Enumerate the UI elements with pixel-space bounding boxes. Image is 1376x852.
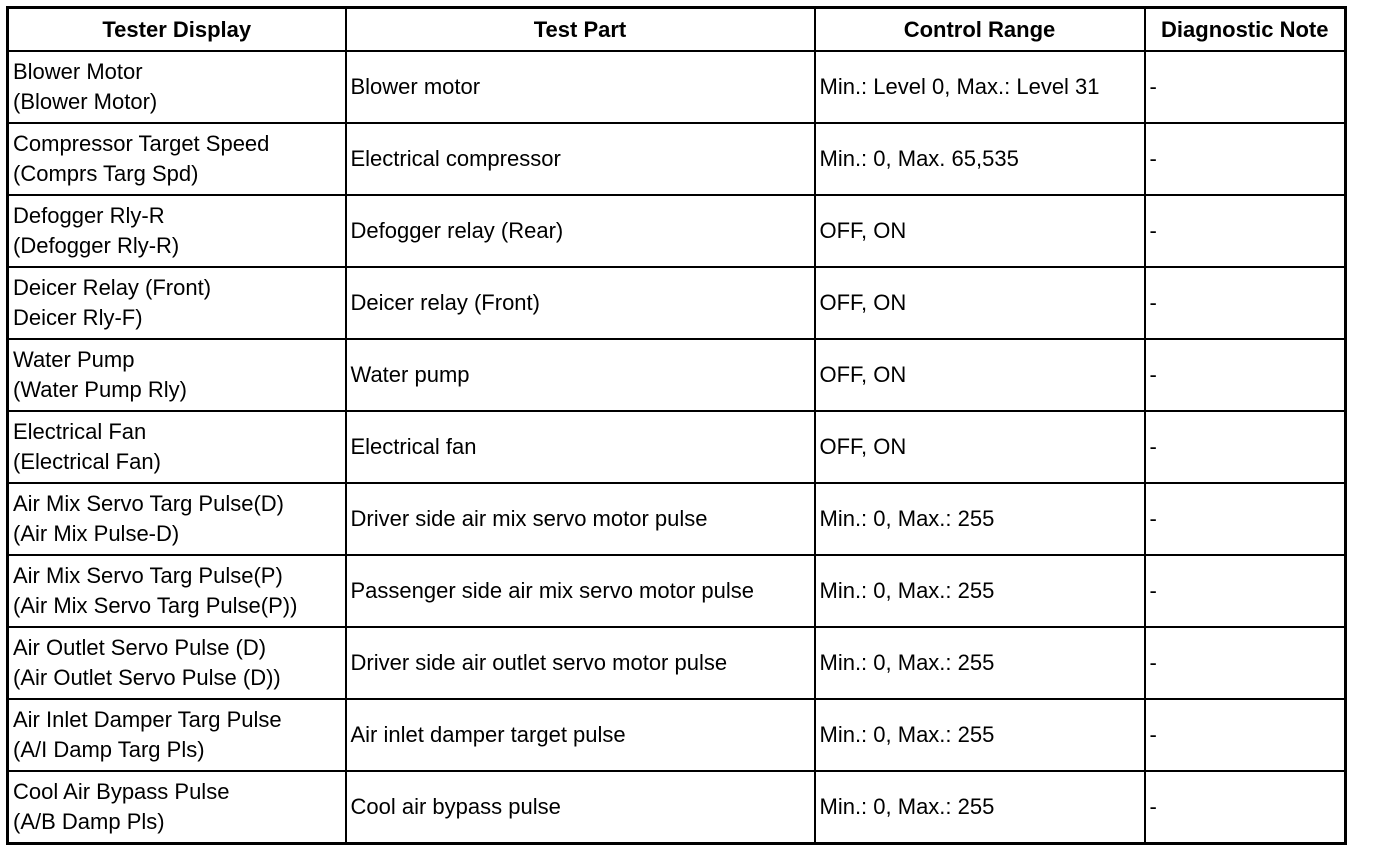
- table-row: [8, 555, 1346, 627]
- table-row: [8, 195, 1346, 267]
- tester-display-cell: [8, 339, 346, 411]
- tester-display-abbreviation: (Water Pump Rly): [13, 377, 187, 402]
- column-header-test-part: Test Part: [346, 8, 815, 52]
- diagnostic-note-cell: -: [1145, 411, 1346, 483]
- table-row: [8, 483, 1346, 555]
- diagnostic-note-cell: -: [1145, 339, 1346, 411]
- test-part-cell: Deicer relay (Front): [346, 267, 815, 339]
- tester-display-cell: [8, 699, 346, 771]
- test-part-cell: Electrical compressor: [346, 123, 815, 195]
- control-range-cell: Min.: 0, Max.: 255: [815, 771, 1145, 844]
- tester-display-name: Compressor Target Speed: [13, 131, 270, 156]
- tester-display-cell: [8, 195, 346, 267]
- tester-display-name: Water Pump: [13, 347, 135, 372]
- tester-display-cell: [8, 771, 346, 844]
- table-row: [8, 771, 1346, 844]
- table-row: [8, 51, 1346, 123]
- tester-display-abbreviation: (Air Outlet Servo Pulse (D)): [13, 665, 281, 690]
- tester-display-cell: [8, 411, 346, 483]
- tester-display-name: Air Inlet Damper Targ Pulse: [13, 707, 282, 732]
- test-part-cell: Cool air bypass pulse: [346, 771, 815, 844]
- diagnostic-note-cell: -: [1145, 51, 1346, 123]
- control-range-cell: Min.: 0, Max.: 255: [815, 627, 1145, 699]
- tester-display-name: Cool Air Bypass Pulse: [13, 779, 230, 804]
- table-header-row: [8, 8, 1346, 52]
- diagnostic-note-cell: -: [1145, 483, 1346, 555]
- tester-display-cell: [8, 267, 346, 339]
- tester-display-abbreviation: (A/I Damp Targ Pls): [13, 737, 205, 762]
- column-header-diagnostic-note: Diagnostic Note: [1145, 8, 1346, 52]
- test-part-cell: Driver side air outlet servo motor pulse: [346, 627, 815, 699]
- control-range-cell: OFF, ON: [815, 195, 1145, 267]
- test-part-cell: Defogger relay (Rear): [346, 195, 815, 267]
- diagnostic-note-cell: -: [1145, 699, 1346, 771]
- diagnostic-note-cell: -: [1145, 627, 1346, 699]
- table-body: [8, 51, 1346, 844]
- tester-display-abbreviation: (A/B Damp Pls): [13, 809, 165, 834]
- table-row: [8, 339, 1346, 411]
- column-header-control-range: Control Range: [815, 8, 1145, 52]
- table-row: [8, 123, 1346, 195]
- tester-display-abbreviation: Deicer Rly-F): [13, 305, 143, 330]
- control-range-cell: OFF, ON: [815, 339, 1145, 411]
- tester-display-abbreviation: (Electrical Fan): [13, 449, 161, 474]
- diagnostic-note-cell: -: [1145, 267, 1346, 339]
- control-range-cell: OFF, ON: [815, 267, 1145, 339]
- tester-display-abbreviation: (Comprs Targ Spd): [13, 161, 199, 186]
- diagnostic-note-cell: -: [1145, 123, 1346, 195]
- tester-display-cell: [8, 123, 346, 195]
- tester-display-cell: [8, 555, 346, 627]
- control-range-cell: OFF, ON: [815, 411, 1145, 483]
- tester-display-name: Electrical Fan: [13, 419, 147, 444]
- test-part-cell: Air inlet damper target pulse: [346, 699, 815, 771]
- table-row: [8, 267, 1346, 339]
- test-part-cell: Passenger side air mix servo motor pulse: [346, 555, 815, 627]
- tester-display-name: Blower Motor: [13, 59, 143, 84]
- actuation-test-table: [6, 6, 1347, 845]
- control-range-cell: Min.: 0, Max.: 255: [815, 483, 1145, 555]
- control-range-cell: Min.: Level 0, Max.: Level 31: [815, 51, 1145, 123]
- tester-display-cell: [8, 627, 346, 699]
- test-part-cell: Blower motor: [346, 51, 815, 123]
- tester-display-cell: [8, 51, 346, 123]
- tester-display-abbreviation: (Air Mix Pulse-D): [13, 521, 180, 546]
- test-part-cell: Water pump: [346, 339, 815, 411]
- column-header-tester-display: Tester Display: [8, 8, 346, 52]
- control-range-cell: Min.: 0, Max.: 255: [815, 699, 1145, 771]
- table-row: [8, 627, 1346, 699]
- tester-display-abbreviation: (Blower Motor): [13, 89, 158, 114]
- diagnostic-note-cell: -: [1145, 195, 1346, 267]
- test-part-cell: Driver side air mix servo motor pulse: [346, 483, 815, 555]
- table-row: [8, 699, 1346, 771]
- control-range-cell: Min.: 0, Max.: 255: [815, 555, 1145, 627]
- tester-display-name: Air Mix Servo Targ Pulse(P): [13, 563, 283, 588]
- diagnostic-note-cell: -: [1145, 555, 1346, 627]
- test-part-cell: Electrical fan: [346, 411, 815, 483]
- diagnostic-note-cell: -: [1145, 771, 1346, 844]
- tester-display-name: Air Outlet Servo Pulse (D): [13, 635, 267, 660]
- tester-display-cell: [8, 483, 346, 555]
- tester-display-name: Air Mix Servo Targ Pulse(D): [13, 491, 284, 516]
- tester-display-abbreviation: (Air Mix Servo Targ Pulse(P)): [13, 593, 298, 618]
- table-row: [8, 411, 1346, 483]
- tester-display-name: Defogger Rly-R: [13, 203, 165, 228]
- control-range-cell: Min.: 0, Max. 65,535: [815, 123, 1145, 195]
- tester-display-name: Deicer Relay (Front): [13, 275, 212, 300]
- tester-display-abbreviation: (Defogger Rly-R): [13, 233, 180, 258]
